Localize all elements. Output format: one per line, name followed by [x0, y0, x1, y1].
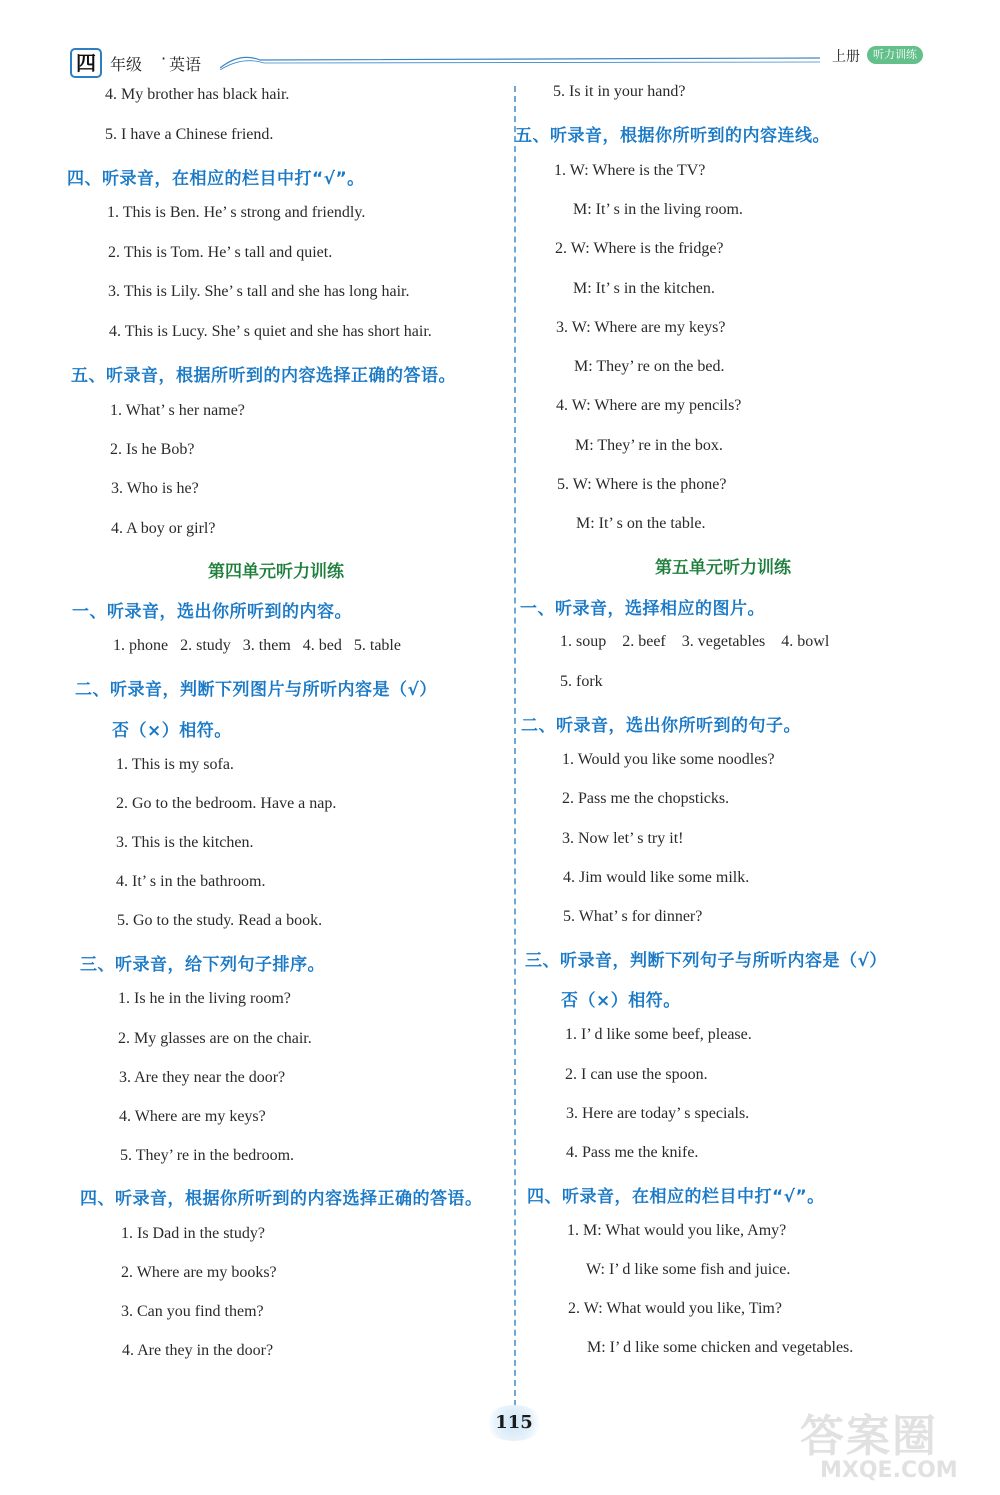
- text-line: 2. Pass me the chopsticks.: [562, 790, 730, 807]
- section-heading: 三、听录音，给下列句子排序。: [80, 955, 325, 975]
- text-line: M: I’ d like some chicken and vegetables.: [587, 1339, 854, 1356]
- section-heading: 一、听录音，选择相应的图片。: [520, 599, 765, 619]
- text-line: 4. It’ s in the bathroom.: [116, 873, 266, 890]
- text-line: 4. Pass me the knife.: [566, 1144, 699, 1161]
- page-header: [70, 46, 930, 78]
- section-heading: 否（×）相符。: [561, 991, 681, 1011]
- text-line: 2. W: What would you like, Tim?: [568, 1300, 782, 1317]
- header-separator: ·: [161, 49, 167, 68]
- text-line: 1. Would you like some noodles?: [562, 751, 775, 768]
- section-heading: 三、听录音，判断下列句子与所听内容是（√）: [525, 951, 887, 971]
- text-line: 2. W: Where is the fridge?: [555, 240, 724, 257]
- text-line: 1. W: Where is the TV?: [554, 162, 706, 179]
- text-line: 1. phone 2. study 3. them 4. bed 5. table: [113, 637, 401, 654]
- text-line: M: It’ s on the table.: [576, 515, 706, 532]
- section-heading: 四、听录音，在相应的栏目中打“√”。: [527, 1187, 825, 1207]
- unit-title: 第五单元听力训练: [655, 558, 791, 578]
- section-heading: 否（×）相符。: [112, 721, 232, 741]
- text-line: 3. This is the kitchen.: [116, 834, 254, 851]
- watermark-url: MXQE.COM: [820, 1458, 958, 1483]
- watermark-text: 答案圈: [800, 1411, 938, 1462]
- text-line: 2. This is Tom. He’ s tall and quiet.: [108, 244, 333, 261]
- text-line: 5. They’ re in the bedroom.: [120, 1147, 295, 1164]
- section-heading: 四、听录音，在相应的栏目中打“√”。: [67, 169, 365, 189]
- text-line: W: I’ d like some fish and juice.: [586, 1261, 791, 1278]
- header-volume: 上册: [832, 49, 860, 65]
- text-line: 5. What’ s for dinner?: [563, 908, 703, 925]
- text-line: 3. This is Lily. She’ s tall and she has long hair.: [108, 283, 410, 300]
- text-line: 4. My brother has black hair.: [105, 86, 290, 103]
- text-line: 4. Are they in the door?: [122, 1342, 274, 1359]
- text-line: 4. A boy or girl?: [111, 520, 216, 537]
- text-line: 2. Where are my books?: [121, 1264, 277, 1281]
- header-grade: 年级: [110, 55, 143, 74]
- text-line: 4. Where are my keys?: [119, 1108, 266, 1125]
- header-subject: 英语: [169, 55, 202, 74]
- text-line: 1. This is my sofa.: [116, 756, 234, 773]
- header-decor-line: [220, 50, 820, 70]
- text-line: 1. Is Dad in the study?: [121, 1225, 265, 1242]
- text-line: 1. M: What would you like, Amy?: [567, 1222, 787, 1239]
- text-line: 3. Are they near the door?: [119, 1069, 286, 1086]
- text-line: 5. W: Where is the phone?: [557, 476, 727, 493]
- text-line: 1. This is Ben. He’ s strong and friendly.: [107, 204, 366, 221]
- text-line: 2. Is he Bob?: [110, 441, 195, 458]
- text-line: 3. Here are today’ s specials.: [566, 1105, 750, 1122]
- text-line: 3. W: Where are my keys?: [556, 319, 726, 336]
- section-heading: 二、听录音，选出你所听到的句子。: [521, 716, 801, 736]
- section-heading: 一、听录音，选出你所听到的内容。: [72, 602, 352, 622]
- section-heading: 五、听录音，根据你所听到的内容连线。: [515, 126, 830, 146]
- text-line: 3. Can you find them?: [121, 1303, 264, 1320]
- text-line: 3. Now let’ s try it!: [562, 830, 684, 847]
- text-line: 2. My glasses are on the chair.: [118, 1030, 312, 1047]
- text-line: 1. What’ s her name?: [110, 402, 245, 419]
- watermark-logo: [800, 1400, 990, 1490]
- text-line: 5. Go to the study. Read a book.: [117, 912, 323, 929]
- section-heading: 二、听录音，判断下列图片与所听内容是（√）: [75, 680, 437, 700]
- section-heading: 四、听录音，根据你所听到的内容选择正确的答语。: [80, 1189, 483, 1209]
- header-badge: 听力训练: [867, 46, 923, 64]
- text-line: 5. Is it in your hand?: [553, 83, 686, 100]
- text-line: 1. Is he in the living room?: [118, 990, 291, 1007]
- unit-title: 第四单元听力训练: [208, 562, 344, 582]
- text-line: 2. Go to the bedroom. Have a nap.: [116, 795, 337, 812]
- text-line: 4. Jim would like some milk.: [563, 869, 750, 886]
- text-line: 5. fork: [560, 673, 603, 690]
- column-divider: [514, 86, 516, 1406]
- grade-badge: 四: [70, 48, 102, 78]
- text-line: 4. W: Where are my pencils?: [556, 397, 742, 414]
- text-line: 5. I have a Chinese friend.: [105, 126, 274, 143]
- text-line: M: They’ re in the box.: [575, 437, 723, 454]
- text-line: M: It’ s in the kitchen.: [573, 280, 715, 297]
- text-line: 1. soup 2. beef 3. vegetables 4. bowl: [560, 633, 830, 650]
- text-line: 3. Who is he?: [111, 480, 199, 497]
- text-line: 1. I’ d like some beef, please.: [565, 1026, 752, 1043]
- text-line: M: They’ re on the bed.: [574, 358, 725, 375]
- section-heading: 五、听录音，根据所听到的内容选择正确的答语。: [71, 366, 456, 386]
- text-line: 2. I can use the spoon.: [565, 1066, 708, 1083]
- page-number: 115: [484, 1405, 544, 1441]
- text-line: M: It’ s in the living room.: [573, 201, 743, 218]
- text-line: 4. This is Lucy. She’ s quiet and she has short hair.: [109, 323, 432, 340]
